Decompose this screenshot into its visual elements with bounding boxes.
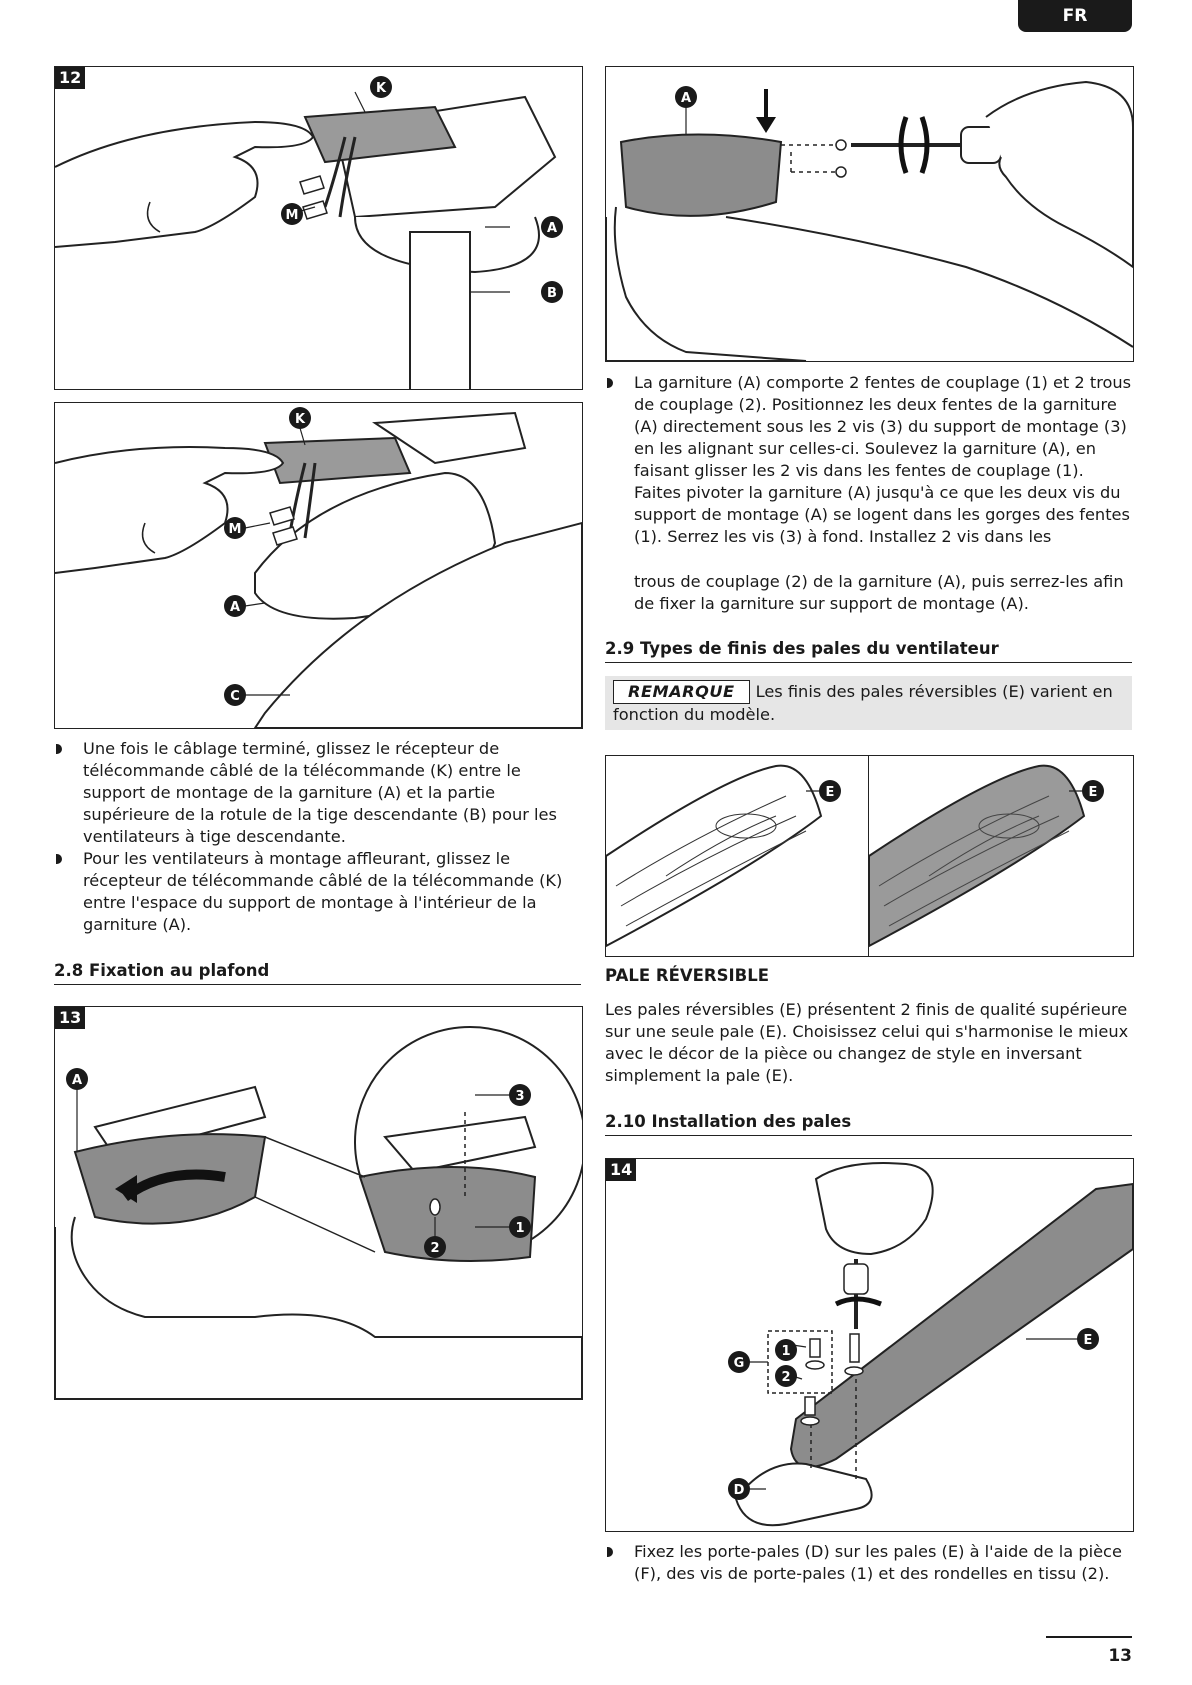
blade-light-illustration: [606, 756, 868, 956]
pale-reversible-title: PALE RÉVERSIBLE: [605, 966, 769, 985]
figure-13-illustration: [55, 1007, 582, 1399]
right-bullet-list-1: [605, 372, 1132, 548]
pale-reversible-text: Les pales réversibles (E) présentent 2 finis de qualité supérieure sur une seule pale (E). Choisissez celui qui s'harmonise le mieux avec le décor de la pièce ou changez de style en inversant simplement la pale (E).: [605, 1000, 1129, 1085]
bullet-item: Fixez les porte-pales (D) sur les pales (E) à l'aide de la pièce (F), des vis de porte-pales (1) et des rondelles en tissu (2).: [605, 1541, 1132, 1585]
note-box: [605, 676, 1132, 730]
callout-m-text: M: [285, 208, 299, 223]
callout-m-text: M: [228, 522, 242, 537]
figure-canopy-screw: [605, 66, 1134, 362]
figure-number: 14: [606, 1159, 636, 1181]
bullet-continuation: trous de couplage (2) de la garniture (A), puis serrez-les afin de fixer la garniture sur support de montage (A).: [634, 572, 1124, 613]
callout-k-text: K: [375, 81, 387, 96]
note-label: REMARQUE: [613, 680, 750, 704]
figure-number: 13: [55, 1007, 85, 1029]
figure-14-illustration: [606, 1159, 1133, 1531]
figure-12-illustration: [55, 67, 582, 389]
figure-12: [54, 66, 583, 390]
callout-b-text: B: [547, 286, 557, 301]
page-number: 13: [1108, 1646, 1132, 1666]
callout-d-text: D: [733, 1483, 745, 1498]
callout-3-text: 3: [515, 1089, 525, 1104]
footer-rule: [1046, 1636, 1132, 1638]
section-heading-2-8: 2.8 Fixation au plafond: [54, 960, 581, 985]
section-heading-2-10: 2.10 Installation des pales: [605, 1111, 1132, 1136]
callout-1-text: 1: [781, 1344, 791, 1359]
figure-number: 12: [55, 67, 85, 89]
bullet-item: La garniture (A) comporte 2 fentes de couplage (1) et 2 trous de couplage (2). Positionnez les deux fentes de la garniture (A) directement sous les 2 vis (3) du support de montage (3) en les alignant sur celles-ci. Soulevez la garniture (A), en faisant glisser les 2 vis dans les fentes de couplage (1). Faites pivoter la garniture (A) jusqu'à ce que les deux vis du support de montage (A) se logent dans les gorges des fentes (1). Serrez les vis (3) à fond. Installez 2 vis dans les: [605, 372, 1132, 548]
bullet-item: Pour les ventilateurs à montage affleurant, glissez le récepteur de télécommande câblé de la télécommande (K) entre l'espace du support de montage à l'intérieur de la garniture (A).: [54, 848, 581, 936]
language-tab: FR: [1018, 0, 1132, 32]
figure-12b-illustration: [55, 403, 582, 728]
right-bullet-list-2: [605, 1541, 1132, 1585]
figure-14: [605, 1158, 1134, 1532]
callout-1-text: 1: [515, 1221, 525, 1236]
callout-c-text: C: [230, 689, 240, 704]
figure-blade-finish-light: [605, 755, 869, 957]
callout-e-text: E: [1083, 1333, 1093, 1348]
section-heading-2-9: 2.9 Types de finis des pales du ventilateur: [605, 638, 1132, 663]
figure-13: [54, 1006, 583, 1400]
callout-a-text: A: [229, 600, 241, 615]
callout-k-text: K: [294, 412, 306, 427]
callout-2-text: 2: [781, 1370, 791, 1385]
callout-e-text: E: [825, 785, 835, 800]
callout-a-text: A: [546, 221, 558, 236]
figure-blade-finish-dark: [868, 755, 1134, 957]
bullet-item: Une fois le câblage terminé, glissez le récepteur de télécommande câblé de la télécommande (K) entre le support de montage de la garniture (A) et la partie supérieure de la rotule de la tige descendante (B) pour les ventilateurs à tige descendante.: [54, 738, 581, 848]
figure-canopy-screw-illustration: [606, 67, 1133, 361]
note-text: Les finis des pales réversibles (E) varient en fonction du modèle.: [613, 682, 1113, 724]
callout-a-text: A: [71, 1073, 83, 1088]
callout-g-text: G: [733, 1356, 745, 1371]
callout-e-text: E: [1088, 785, 1098, 800]
callout-a-text: A: [680, 91, 692, 106]
figure-12b: [54, 402, 583, 729]
callout-2-text: 2: [430, 1241, 440, 1256]
blade-dark-illustration: [869, 756, 1133, 956]
left-bullet-list: [54, 738, 581, 936]
